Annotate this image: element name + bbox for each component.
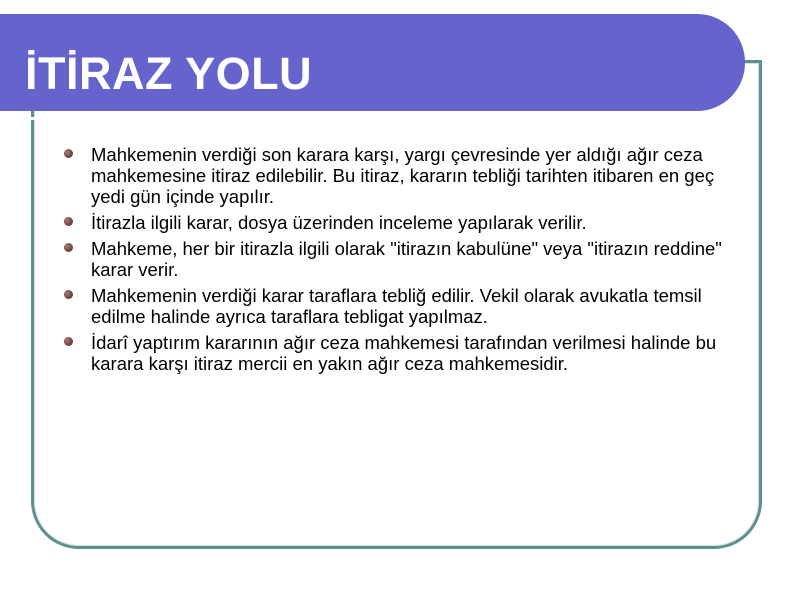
bullet-text: İdarî yaptırım kararının ağır ceza mahkemesi tarafından verilmesi halinde bu karara karşı itiraz mercii en yakın ağır ceza mahkemesidir.: [91, 332, 717, 374]
title-bar: [0, 14, 745, 111]
bullet-item: [60, 212, 750, 233]
bullet-list: [60, 144, 750, 379]
slide-title: İTİRAZ YOLU: [25, 48, 313, 99]
bullet-item: [60, 144, 750, 207]
bullet-text: İtirazla ilgili karar, dosya üzerinden inceleme yapılarak verilir.: [91, 212, 587, 233]
bullet-dot-icon: [64, 217, 73, 226]
bullet-item: [60, 238, 750, 280]
bullet-dot-icon: [64, 337, 73, 346]
bullet-text: Mahkemenin verdiği son karara karşı, yargı çevresinde yer aldığı ağır ceza mahkemesine itiraz edilebilir. Bu itiraz, kararın tebliği tarihten itibaren en geç yedi gün içinde yapılır.: [91, 144, 715, 207]
title-underline: [0, 117, 708, 120]
bullet-dot-icon: [64, 290, 73, 299]
bullet-text: Mahkemenin verdiği karar taraflara tebliğ edilir. Vekil olarak avukatla temsil edilme halinde ayrıca taraflara tebligat yapılmaz.: [91, 285, 702, 327]
bullet-item: [60, 332, 750, 374]
bullet-dot-icon: [64, 243, 73, 252]
bullet-item: [60, 285, 750, 327]
bullet-dot-icon: [64, 149, 73, 158]
bullet-text: Mahkeme, her bir itirazla ilgili olarak "itirazın kabulüne" veya "itirazın reddine" karar verir.: [91, 238, 722, 280]
